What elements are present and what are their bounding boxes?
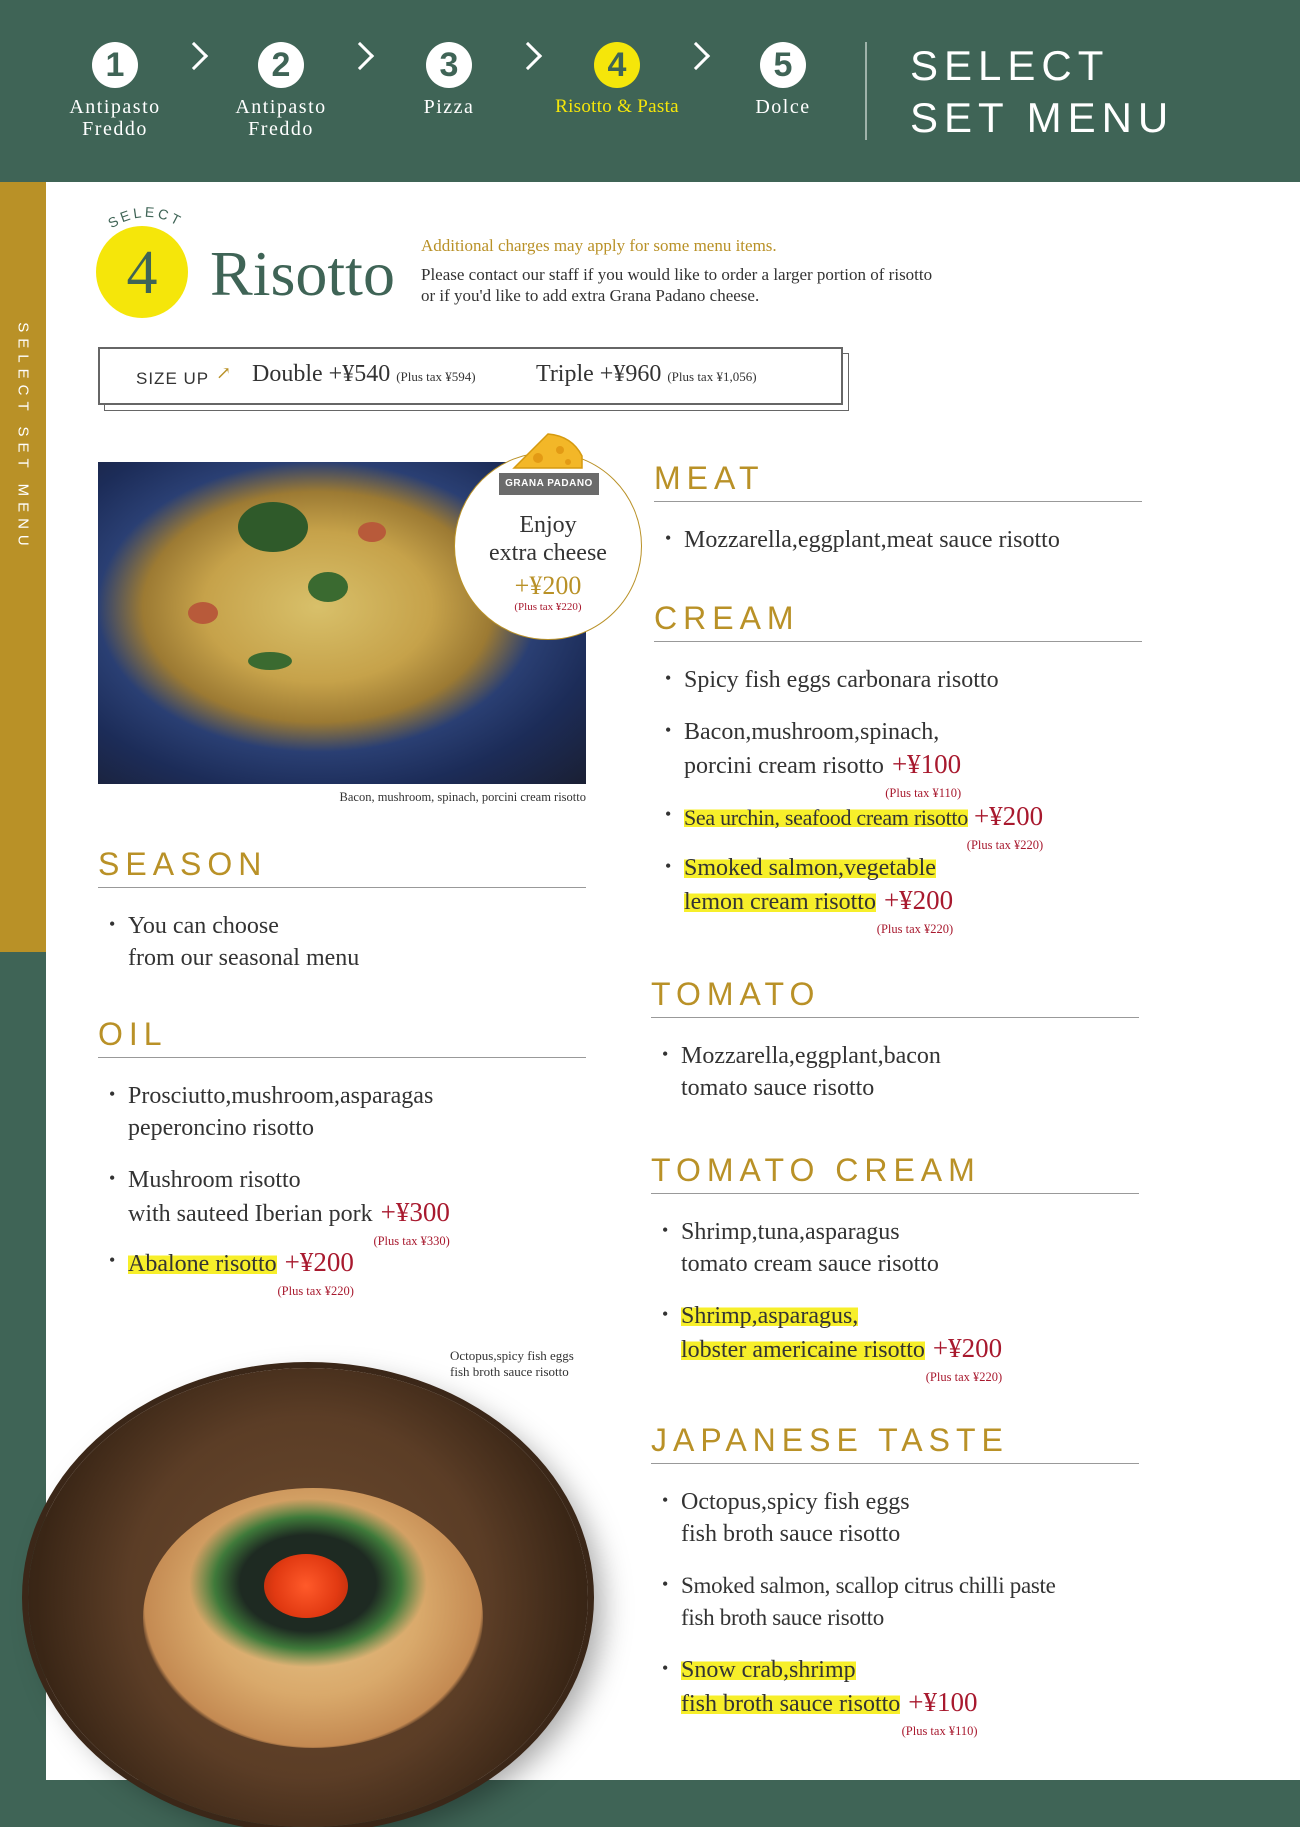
item-price: +¥300 (Plus tax ¥330) bbox=[381, 1196, 450, 1228]
photo2-caption: Octopus,spicy fish eggs fish broth sauce risotto bbox=[450, 1348, 574, 1379]
badge-ribbon: GRANA PADANO bbox=[499, 473, 599, 495]
badge-tax: (Plus tax ¥220) bbox=[514, 601, 582, 613]
item-name: Spicy fish eggs carbonara risotto bbox=[684, 667, 999, 693]
header-bar bbox=[0, 0, 1300, 182]
step-number: 3 bbox=[426, 42, 472, 88]
item-name: You can choose from our seasonal menu bbox=[128, 913, 360, 971]
sizeup-box bbox=[98, 347, 843, 405]
triple-tax: (Plus tax ¥1,056) bbox=[667, 369, 757, 384]
badge-text: Enjoy extra cheese bbox=[489, 512, 607, 566]
item-name-line1: Smoked salmon,vegetable bbox=[684, 855, 936, 881]
spinach-leaf bbox=[238, 502, 308, 552]
item-tax: (Plus tax ¥220) bbox=[966, 838, 1044, 852]
menu-item[interactable] bbox=[651, 1654, 1139, 1738]
section-title: JAPANESE TASTE bbox=[651, 1422, 1139, 1464]
item-tax: (Plus tax ¥220) bbox=[277, 1284, 354, 1298]
step-label: Dolce bbox=[755, 96, 811, 118]
section-tomato-cream bbox=[651, 1152, 1139, 1384]
section-season bbox=[98, 846, 586, 974]
item-name: Abalone risotto bbox=[128, 1251, 277, 1277]
section-japanese-taste bbox=[651, 1422, 1139, 1738]
triple-price: Triple +¥960 bbox=[536, 361, 662, 387]
side-label: SELECT SET MENU bbox=[14, 322, 32, 552]
page-title: Risotto bbox=[210, 238, 395, 309]
item-name: Mozzarella,eggplant,bacon tomato sauce risotto bbox=[681, 1043, 941, 1101]
section-tomato bbox=[651, 976, 1139, 1104]
menu-item[interactable] bbox=[654, 800, 1142, 852]
item-name-line2: fish broth sauce risotto bbox=[681, 1691, 901, 1717]
section-title: TOMATO CREAM bbox=[651, 1152, 1139, 1194]
item-name: Shrimp,tuna,asparagus tomato cream sauce risotto bbox=[681, 1219, 939, 1277]
bacon-piece bbox=[188, 602, 218, 624]
contact-note: Please contact our staff if you would like to order a larger portion of risotto or if you'd like to add extra Grana Padano cheese. bbox=[421, 265, 933, 305]
menu-item[interactable] bbox=[98, 910, 586, 974]
menu-item[interactable] bbox=[651, 1486, 1139, 1550]
section-title: TOMATO bbox=[651, 976, 1139, 1018]
item-price: +¥200 (Plus tax ¥220) bbox=[933, 1332, 1002, 1364]
menu-item[interactable] bbox=[98, 1080, 586, 1144]
item-name: Mushroom risotto with sauteed Iberian pork bbox=[128, 1167, 373, 1227]
menu-item[interactable] bbox=[654, 716, 1142, 800]
step-5[interactable] bbox=[708, 42, 858, 118]
menu-item[interactable] bbox=[651, 1300, 1139, 1384]
sizeup-double[interactable] bbox=[252, 361, 476, 388]
item-name: Bacon,mushroom,spinach, porcini cream risotto bbox=[684, 719, 940, 779]
item-name: Prosciutto,mushroom,asparagas peperoncino risotto bbox=[128, 1083, 434, 1141]
arrow-up-right-icon: ↗ bbox=[216, 363, 232, 384]
risotto-photo-2 bbox=[28, 1368, 588, 1827]
step-number: 5 bbox=[760, 42, 806, 88]
menu-item[interactable] bbox=[98, 1164, 586, 1248]
step-label: Pizza bbox=[423, 96, 475, 118]
item-tax: (Plus tax ¥220) bbox=[925, 1370, 1003, 1384]
spinach-leaf bbox=[248, 652, 292, 670]
item-name: Smoked salmon, scallop citrus chilli paste fish broth sauce risotto bbox=[681, 1573, 1056, 1630]
section-cream bbox=[654, 600, 1142, 936]
step-number: 2 bbox=[258, 42, 304, 88]
item-tax: (Plus tax ¥110) bbox=[885, 786, 962, 800]
step-number-badge: 4 bbox=[96, 226, 188, 318]
section-title: MEAT bbox=[654, 460, 1142, 502]
header-title: SELECT SET MENU bbox=[910, 42, 1175, 141]
item-name-line1: Shrimp,asparagus, bbox=[681, 1303, 859, 1329]
step-3[interactable] bbox=[374, 42, 524, 118]
section-title: CREAM bbox=[654, 600, 1142, 642]
item-name-line2: lobster americaine risotto bbox=[681, 1337, 925, 1363]
menu-item[interactable] bbox=[654, 524, 1142, 556]
menu-item[interactable] bbox=[651, 1570, 1139, 1634]
double-tax: (Plus tax ¥594) bbox=[396, 369, 476, 384]
sizeup-label: SIZE UP bbox=[136, 369, 210, 388]
step-number: 1 bbox=[92, 42, 138, 88]
fish-roe bbox=[264, 1554, 348, 1618]
item-price: +¥200 (Plus tax ¥220) bbox=[285, 1246, 354, 1278]
item-price: +¥200 (Plus tax ¥220) bbox=[884, 884, 953, 916]
item-name: Octopus,spicy fish eggs fish broth sauce risotto bbox=[681, 1489, 910, 1547]
section-oil bbox=[98, 1016, 586, 1298]
item-tax: (Plus tax ¥330) bbox=[373, 1234, 450, 1248]
section-title: SEASON bbox=[98, 846, 586, 888]
double-price: Double +¥540 bbox=[252, 361, 391, 387]
step-label: Risotto & Pasta bbox=[555, 96, 679, 117]
item-name: Mozzarella,eggplant,meat sauce risotto bbox=[684, 527, 1060, 553]
photo1-caption: Bacon, mushroom, spinach, porcini cream risotto bbox=[339, 790, 586, 804]
charge-note: Additional charges may apply for some menu items. bbox=[421, 236, 777, 255]
menu-item[interactable] bbox=[654, 664, 1142, 696]
section-meat bbox=[654, 460, 1142, 556]
spinach-leaf bbox=[308, 572, 348, 602]
step-4[interactable] bbox=[542, 42, 692, 118]
item-name-line1: Snow crab,shrimp bbox=[681, 1657, 856, 1683]
header-divider bbox=[865, 42, 867, 140]
item-tax: (Plus tax ¥110) bbox=[901, 1724, 978, 1738]
cheese-icon bbox=[508, 428, 588, 476]
bacon-piece bbox=[358, 522, 386, 542]
menu-item[interactable] bbox=[654, 852, 1142, 936]
menu-item[interactable] bbox=[651, 1040, 1139, 1104]
item-tax: (Plus tax ¥220) bbox=[876, 922, 954, 936]
badge-price: +¥200 bbox=[514, 571, 582, 600]
sizeup-triple[interactable] bbox=[536, 361, 757, 388]
item-name: Sea urchin, seafood cream risotto bbox=[684, 805, 968, 830]
step-1[interactable] bbox=[40, 42, 190, 140]
section-title: OIL bbox=[98, 1016, 586, 1058]
menu-item[interactable] bbox=[651, 1216, 1139, 1280]
item-name-line2: lemon cream risotto bbox=[684, 889, 876, 915]
item-price: +¥100 (Plus tax ¥110) bbox=[892, 748, 961, 780]
svg-text:SELECT: SELECT bbox=[105, 203, 186, 232]
step-label: Antipasto Freddo bbox=[69, 96, 161, 140]
extra-cheese-badge bbox=[454, 452, 642, 640]
menu-item[interactable] bbox=[98, 1246, 586, 1298]
step-label: Antipasto Freddo bbox=[235, 96, 327, 140]
step-2[interactable] bbox=[206, 42, 356, 140]
item-price: +¥100 (Plus tax ¥110) bbox=[908, 1686, 977, 1718]
step-number: 4 bbox=[594, 42, 640, 88]
item-price: +¥200 (Plus tax ¥220) bbox=[974, 800, 1043, 832]
